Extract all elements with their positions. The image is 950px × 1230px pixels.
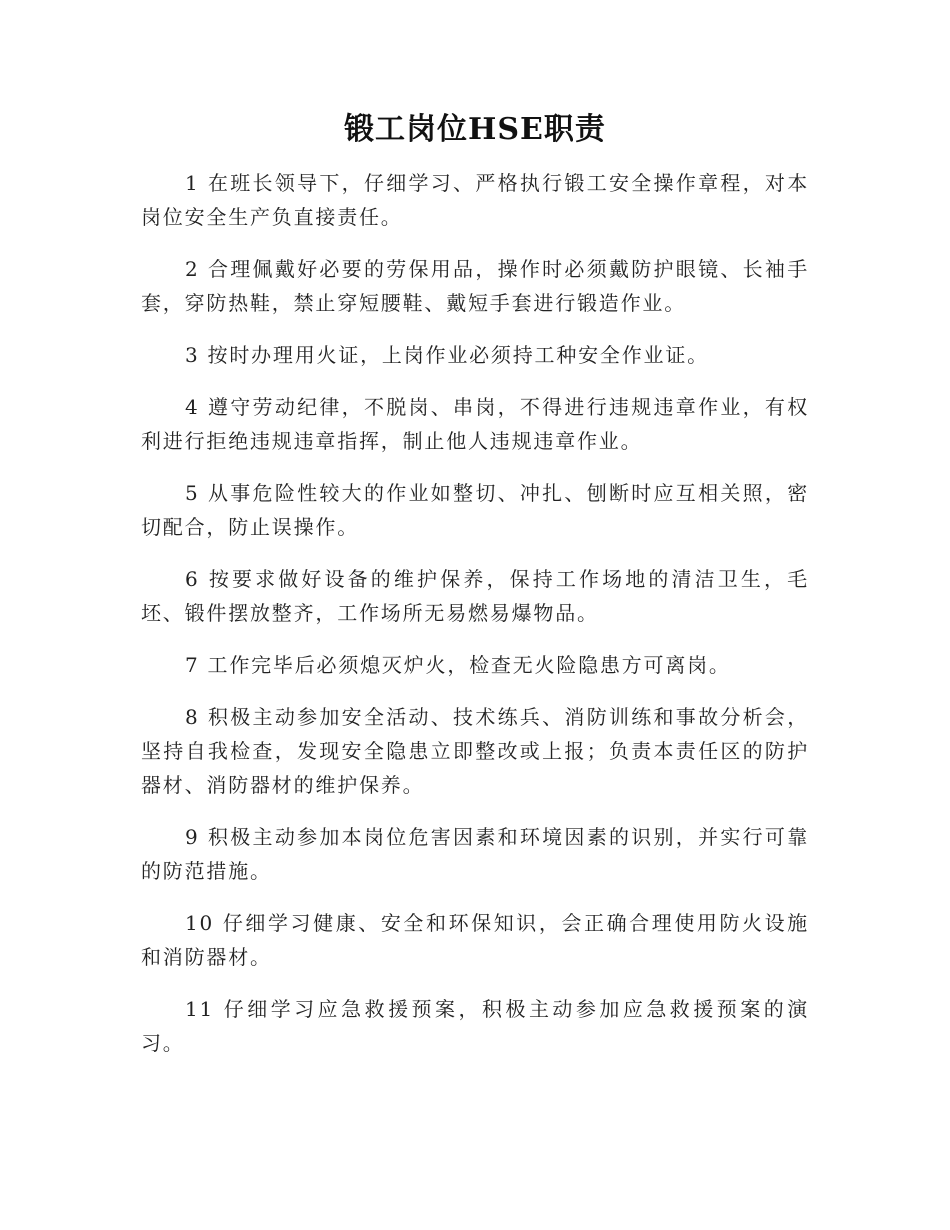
item-text: 工作完毕后必须熄灭炉火，检查无火险隐患方可离岗。 (207, 653, 731, 677)
item-text: 在班长领导下，仔细学习、严格执行锻工安全操作章程，对本岗位安全生产负直接责任。 (141, 171, 809, 229)
item-text: 按时办理用火证，上岗作业必须持工种安全作业证。 (207, 343, 709, 367)
list-item (141, 166, 809, 234)
list-item (141, 476, 809, 544)
item-number: 8 (185, 705, 200, 729)
item-text: 遵守劳动纪律，不脱岗、串岗，不得进行违规违章作业，有权利进行拒绝违规违章指挥，制止他人违规违章作业。 (141, 395, 809, 453)
item-text: 从事危险性较大的作业如整切、冲扎、刨断时应互相关照，密切配合，防止误操作。 (141, 481, 809, 539)
list-item (141, 992, 809, 1060)
item-text: 按要求做好设备的维护保养，保持工作场地的清洁卫生，毛坯、锻件摆放整齐，工作场所无易燃易爆物品。 (141, 567, 809, 625)
item-number: 6 (185, 567, 200, 591)
document-body (141, 166, 809, 1078)
item-text: 仔细学习应急救援预案，积极主动参加应急救援预案的演习。 (141, 997, 809, 1055)
item-number: 5 (185, 481, 200, 505)
item-number: 9 (185, 825, 200, 849)
item-number: 1 (185, 171, 200, 195)
item-text: 积极主动参加安全活动、技术练兵、消防训练和事故分析会，坚持自我检查，发现安全隐患立即整改或上报；负责本责任区的防护器材、消防器材的维护保养。 (141, 705, 809, 797)
item-number: 4 (185, 395, 200, 419)
item-number: 2 (185, 257, 200, 281)
list-item (141, 252, 809, 320)
list-item (141, 338, 809, 372)
item-number: 3 (185, 343, 200, 367)
list-item (141, 390, 809, 458)
list-item (141, 648, 809, 682)
list-item (141, 700, 809, 802)
list-item (141, 906, 809, 974)
item-number: 7 (185, 653, 200, 677)
item-text: 合理佩戴好必要的劳保用品，操作时必须戴防护眼镜、长袖手套，穿防热鞋，禁止穿短腰鞋、戴短手套进行锻造作业。 (141, 257, 809, 315)
item-number: 10 (185, 911, 215, 935)
item-number: 11 (185, 997, 215, 1021)
list-item (141, 562, 809, 630)
document-title: 锻工岗位HSE职责 (344, 112, 606, 147)
list-item (141, 820, 809, 888)
item-text: 仔细学习健康、安全和环保知识，会正确合理使用防火设施和消防器材。 (141, 911, 809, 969)
item-text: 积极主动参加本岗位危害因素和环境因素的识别，并实行可靠的防范措施。 (141, 825, 809, 883)
